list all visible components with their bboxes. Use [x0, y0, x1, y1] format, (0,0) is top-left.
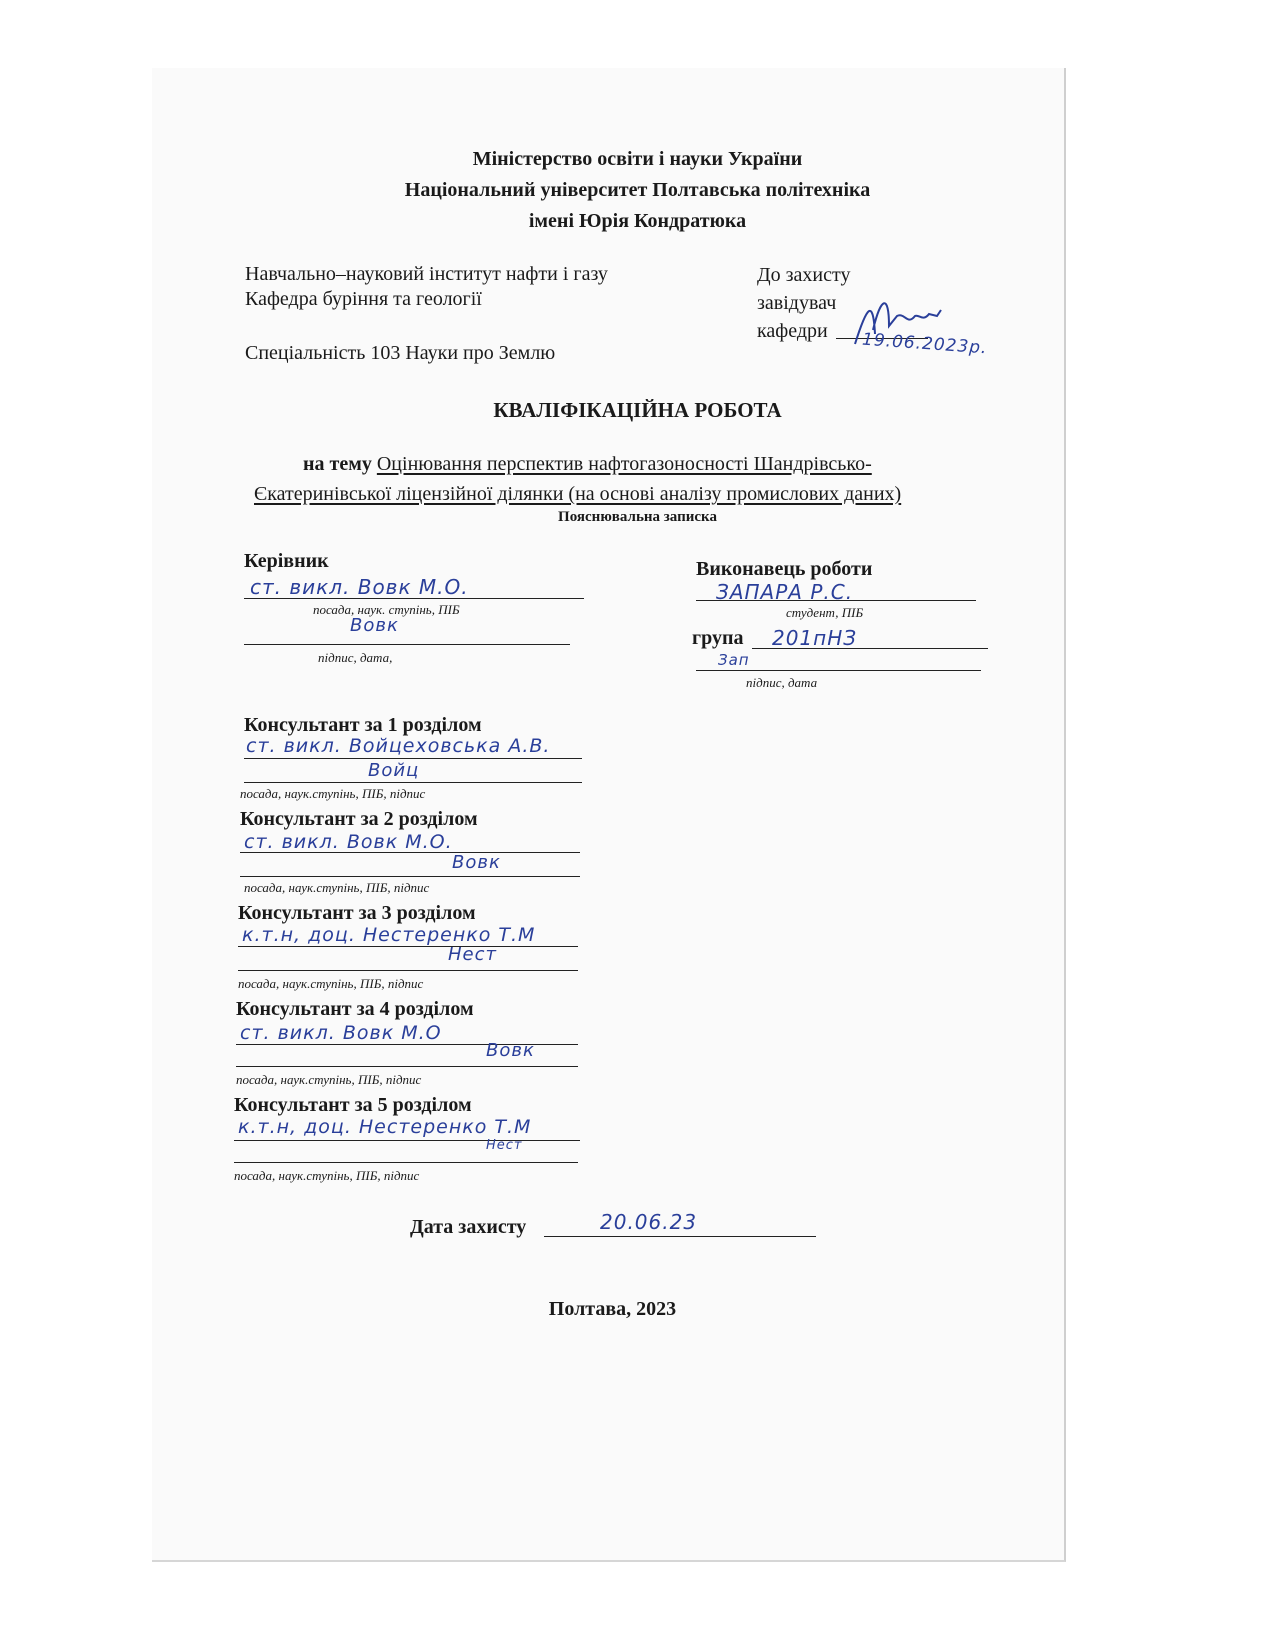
- supervisor-name-handwritten: ст. викл. Вовк М.О.: [250, 575, 469, 599]
- consultant-4-heading: Консультант за 4 розділом: [236, 998, 474, 1020]
- topic-label: на тему: [303, 453, 372, 475]
- approval-line3: кафедри: [757, 320, 828, 342]
- approval-line2: завідувач: [757, 292, 837, 314]
- consultant-5-caption: посада, наук.ступінь, ПІБ, підпис: [234, 1168, 420, 1183]
- consultant-4-signature: Вовк: [486, 1040, 535, 1061]
- performer-caption1: студент, ПІБ: [786, 605, 864, 620]
- supervisor-heading: Керівник: [244, 550, 329, 572]
- consultant-3-signature-line: [238, 970, 578, 971]
- consultant-3-name-handwritten: к.т.н, доц. Нестеренко Т.М: [242, 924, 536, 946]
- consultant-2-caption: посада, наук.ступінь, ПІБ, підпис: [244, 880, 430, 895]
- consultant-4-caption: посада, наук.ступінь, ПІБ, підпис: [236, 1072, 422, 1087]
- consultant-2-signature: Вовк: [452, 852, 501, 873]
- supervisor-name-line: [244, 598, 584, 599]
- specialty-label: Спеціальність 103 Науки про Землю: [245, 342, 556, 364]
- topic-line2: Єкатеринівської ліцензійної ділянки (на основі аналізу промислових даних): [254, 483, 902, 505]
- consultant-5-name-handwritten: к.т.н, доц. Нестеренко Т.М: [238, 1116, 532, 1138]
- supervisor-signature-line: [244, 644, 570, 645]
- work-title: КВАЛІФІКАЦІЙНА РОБОТА: [493, 398, 782, 422]
- consultant-5-signature: Нест: [486, 1138, 523, 1153]
- topic-line1: Оцінювання перспектив нафтогазоносності Шандрівсько-: [376, 453, 872, 475]
- performer-signature-line: [696, 670, 981, 671]
- consultant-3-name-line: [238, 946, 578, 947]
- defense-date-handwritten: 20.06.23: [600, 1210, 698, 1234]
- consultant-2-name-handwritten: ст. викл. Вовк М.О.: [244, 831, 453, 853]
- ministry-heading: Міністерство освіти і науки України: [472, 148, 803, 170]
- approval-date-handwritten: 19.06.2023р.: [861, 329, 989, 359]
- consultant-5-signature-line: [234, 1162, 578, 1163]
- consultant-1-signature-line: [244, 782, 582, 783]
- approval-line1: До захисту: [757, 264, 851, 286]
- consultant-5-heading: Консультант за 5 розділом: [234, 1094, 472, 1116]
- university-heading: Національний університет Полтавська політехніка: [404, 179, 871, 201]
- consultant-3-heading: Консультант за 3 розділом: [238, 902, 476, 924]
- consultant-1-name-line: [244, 758, 582, 759]
- group-label: група: [692, 627, 744, 649]
- defense-date-label: Дата захисту: [410, 1216, 527, 1238]
- consultant-5-name-line: [234, 1140, 580, 1141]
- university-name-heading: імені Юрія Кондратюка: [528, 210, 747, 232]
- consultant-2-name-line: [240, 852, 580, 853]
- performer-heading: Виконавець роботи: [696, 558, 873, 580]
- department-label: Кафедра буріння та геології: [245, 288, 482, 310]
- consultant-1-heading: Консультант за 1 розділом: [244, 714, 482, 736]
- group-value-handwritten: 201пНЗ: [772, 626, 858, 650]
- consultant-3-caption: посада, наук.ступінь, ПІБ, підпис: [238, 976, 424, 991]
- performer-name-handwritten: ЗАПАРА Р.С.: [716, 580, 854, 604]
- supervisor-caption2: підпис, дата,: [318, 650, 393, 665]
- consultant-1-name-handwritten: ст. викл. Войцеховська А.В.: [246, 735, 551, 757]
- consultant-1-signature: Войц: [368, 760, 420, 781]
- performer-signature: Зап: [718, 651, 750, 669]
- defense-date-line: [544, 1236, 816, 1237]
- consultant-4-signature-line: [236, 1066, 578, 1067]
- consultant-3-signature: Нест: [448, 944, 497, 965]
- performer-name-line: [696, 600, 976, 601]
- group-line: [752, 648, 988, 649]
- city-year: Полтава, 2023: [548, 1298, 677, 1320]
- supervisor-signature: Вовк: [350, 615, 399, 636]
- consultant-2-heading: Консультант за 2 розділом: [240, 808, 478, 830]
- explanatory-note-label: Пояснювальна записка: [558, 509, 717, 525]
- supervisor-caption1: посада, наук. ступінь, ПІБ: [313, 602, 460, 617]
- consultant-1-caption: посада, наук.ступінь, ПІБ, підпис: [240, 786, 426, 801]
- institute-label: Навчально–науковий інститут нафти і газу: [245, 263, 608, 285]
- consultant-2-signature-line: [240, 876, 580, 877]
- consultant-4-name-handwritten: ст. викл. Вовк М.О: [240, 1022, 442, 1044]
- performer-caption2: підпис, дата: [746, 675, 818, 690]
